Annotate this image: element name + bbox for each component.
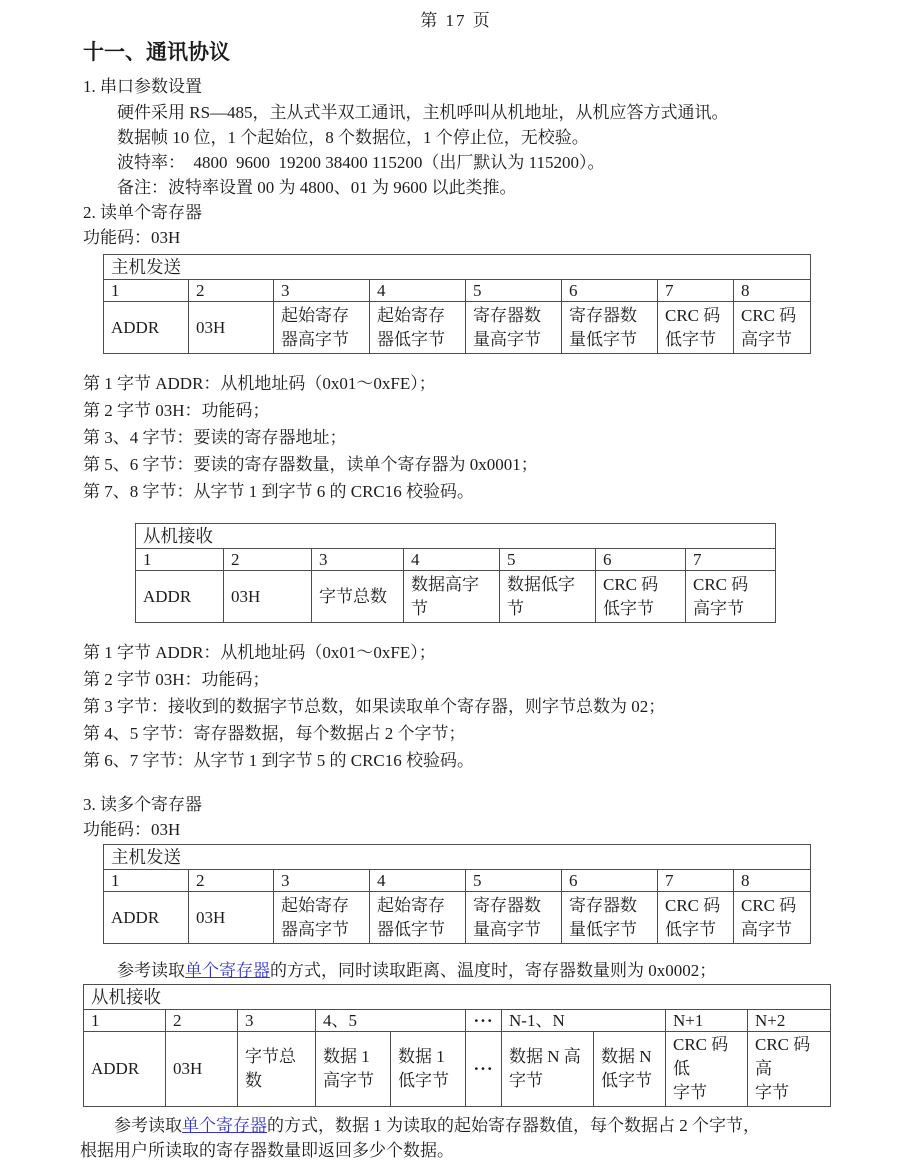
serial-params-line-note: 备注：波特率设置 00 为 4800、01 为 9600 以此类推。 <box>117 178 517 197</box>
note-line: 第 3 字节：接收到的数据字节总数，如果读取单个寄存器，则字节总数为 02； <box>83 697 666 716</box>
col-number: 4 <box>370 870 466 892</box>
col-number: N+2 <box>748 1010 831 1032</box>
table-cell: 03H <box>189 302 274 354</box>
col-number: 1 <box>104 280 189 302</box>
host-send-table-multi <box>103 844 811 944</box>
table-cell: ADDR <box>84 1032 166 1107</box>
table-cell: ADDR <box>136 571 224 623</box>
table-cell: 起始寄存 器低字节 <box>370 892 466 944</box>
col-number: 6 <box>562 870 658 892</box>
serial-params-title: 1. 串口参数设置 <box>83 77 202 96</box>
table-cell: CRC 码 高字节 <box>734 302 811 354</box>
note-line: 第 1 字节 ADDR：从机地址码（0x01～0xFE）； <box>83 643 436 662</box>
ellipsis-cell: ··· <box>466 1032 502 1107</box>
function-code-label-1: 功能码：03H <box>83 228 181 247</box>
col-number: 7 <box>686 549 776 571</box>
reference-paragraph <box>83 958 912 984</box>
table-caption: 主机发送 <box>104 255 811 280</box>
host-send-table-single <box>103 254 811 354</box>
footer-line2: 根据用户所读取的寄存器数量即返回多少个数据。 <box>80 1141 454 1160</box>
col-number: 4 <box>370 280 466 302</box>
col-number: 3 <box>274 280 370 302</box>
section-heading: 十一、通讯协议 <box>83 40 230 64</box>
col-number: 7 <box>658 280 734 302</box>
col-number: 2 <box>189 870 274 892</box>
single-register-link-2[interactable]: 单个寄存器 <box>182 1116 267 1135</box>
note-line: 第 2 字节 03H：功能码； <box>83 670 270 689</box>
col-number: 3 <box>274 870 370 892</box>
footer-prefix: 参考读取 <box>114 1116 182 1135</box>
page-number: 第 17 页 <box>420 11 492 30</box>
table-cell: 寄存器数 量高字节 <box>466 302 562 354</box>
read-multi-register-title: 3. 读多个寄存器 <box>83 795 202 814</box>
note-line: 第 3、4 字节：要读的寄存器地址； <box>83 428 347 447</box>
col-number: 3 <box>238 1010 316 1032</box>
table-cell: 03H <box>224 571 312 623</box>
table-cell: 数据 N 高 字节 <box>502 1032 594 1107</box>
table-cell: 寄存器数 量高字节 <box>466 892 562 944</box>
table-cell: 数据 1 高字节 <box>316 1032 391 1107</box>
note-line: 第 4、5 字节：寄存器数据，每个数据占 2 个字节； <box>83 724 466 743</box>
table-cell: 起始寄存 器高字节 <box>274 892 370 944</box>
table-cell: 03H <box>166 1032 238 1107</box>
table-cell: 起始寄存 器低字节 <box>370 302 466 354</box>
table-cell: 字节总数 <box>312 571 404 623</box>
single-send-notes <box>83 370 912 505</box>
table-cell: CRC 码 高字节 <box>734 892 811 944</box>
serial-params-line-baud: 波特率： 4800 9600 19200 38400 115200（出厂默认为 115200）。 <box>117 153 605 172</box>
ref-prefix: 参考读取 <box>117 961 185 980</box>
single-receive-notes <box>83 639 912 774</box>
col-number: N-1、N <box>502 1010 666 1032</box>
col-number: 2 <box>166 1010 238 1032</box>
footer-paragraph <box>80 1113 912 1163</box>
note-line: 第 6、7 字节：从字节 1 到字节 5 的 CRC16 校验码。 <box>83 751 475 770</box>
table-cell: 寄存器数 量低字节 <box>562 892 658 944</box>
col-number: 5 <box>500 549 596 571</box>
col-number: 1 <box>84 1010 166 1032</box>
table-cell: 字节总 数 <box>238 1032 316 1107</box>
table-caption: 主机发送 <box>104 845 811 870</box>
footer-suffix: 的方式，数据 1 为读取的起始寄存器数值，每个数据占 2 个字节， <box>267 1116 760 1135</box>
ellipsis-cell: ··· <box>466 1010 502 1032</box>
col-number: 5 <box>466 280 562 302</box>
table-cell: CRC 码 低字节 <box>596 571 686 623</box>
table-cell: 数据低字 节 <box>500 571 596 623</box>
col-number: 7 <box>658 870 734 892</box>
table-cell: 寄存器数 量低字节 <box>562 302 658 354</box>
table-cell: 数据高字 节 <box>404 571 500 623</box>
function-code-label-2: 功能码：03H <box>83 820 181 839</box>
read-single-register-title: 2. 读单个寄存器 <box>83 203 202 222</box>
table-cell: 03H <box>189 892 274 944</box>
col-number: 2 <box>224 549 312 571</box>
serial-params-line-frame: 数据帧 10 位，1 个起始位，8 个数据位，1 个停止位，无校验。 <box>117 128 589 147</box>
table-cell: 数据 N 低字节 <box>594 1032 666 1107</box>
note-line: 第 2 字节 03H：功能码； <box>83 401 270 420</box>
col-number: 8 <box>734 870 811 892</box>
table-cell: ADDR <box>104 892 189 944</box>
col-number: 1 <box>136 549 224 571</box>
table-caption: 从机接收 <box>136 524 776 549</box>
col-number: 3 <box>312 549 404 571</box>
table-cell: CRC 码 低字节 <box>658 892 734 944</box>
single-register-link-1[interactable]: 单个寄存器 <box>185 961 270 980</box>
note-line: 第 5、6 字节：要读的寄存器数量，读单个寄存器为 0x0001； <box>83 455 538 474</box>
col-number: 6 <box>562 280 658 302</box>
col-number: 4、5 <box>316 1010 466 1032</box>
ref-suffix: 的方式，同时读取距离、温度时，寄存器数量则为 0x0002； <box>270 961 717 980</box>
note-line: 第 1 字节 ADDR：从机地址码（0x01～0xFE）； <box>83 374 436 393</box>
table-cell: 数据 1 低字节 <box>391 1032 466 1107</box>
col-number: 5 <box>466 870 562 892</box>
table-cell: CRC 码高 字节 <box>748 1032 831 1107</box>
serial-params-line-hardware: 硬件采用 RS—485，主从式半双工通讯，主机呼叫从机地址，从机应答方式通讯。 <box>117 103 729 122</box>
col-number: 2 <box>189 280 274 302</box>
col-number: 1 <box>104 870 189 892</box>
col-number: N+1 <box>666 1010 748 1032</box>
note-line: 第 7、8 字节：从字节 1 到字节 6 的 CRC16 校验码。 <box>83 482 475 501</box>
col-number: 4 <box>404 549 500 571</box>
table-cell: 起始寄存 器高字节 <box>274 302 370 354</box>
table-cell: CRC 码低 字节 <box>666 1032 748 1107</box>
col-number: 6 <box>596 549 686 571</box>
slave-receive-table-single <box>135 523 776 623</box>
slave-receive-table-multi <box>83 984 831 1107</box>
col-number: 8 <box>734 280 811 302</box>
table-cell: CRC 码 高字节 <box>686 571 776 623</box>
table-cell: ADDR <box>104 302 189 354</box>
table-cell: CRC 码 低字节 <box>658 302 734 354</box>
table-caption: 从机接收 <box>84 985 831 1010</box>
